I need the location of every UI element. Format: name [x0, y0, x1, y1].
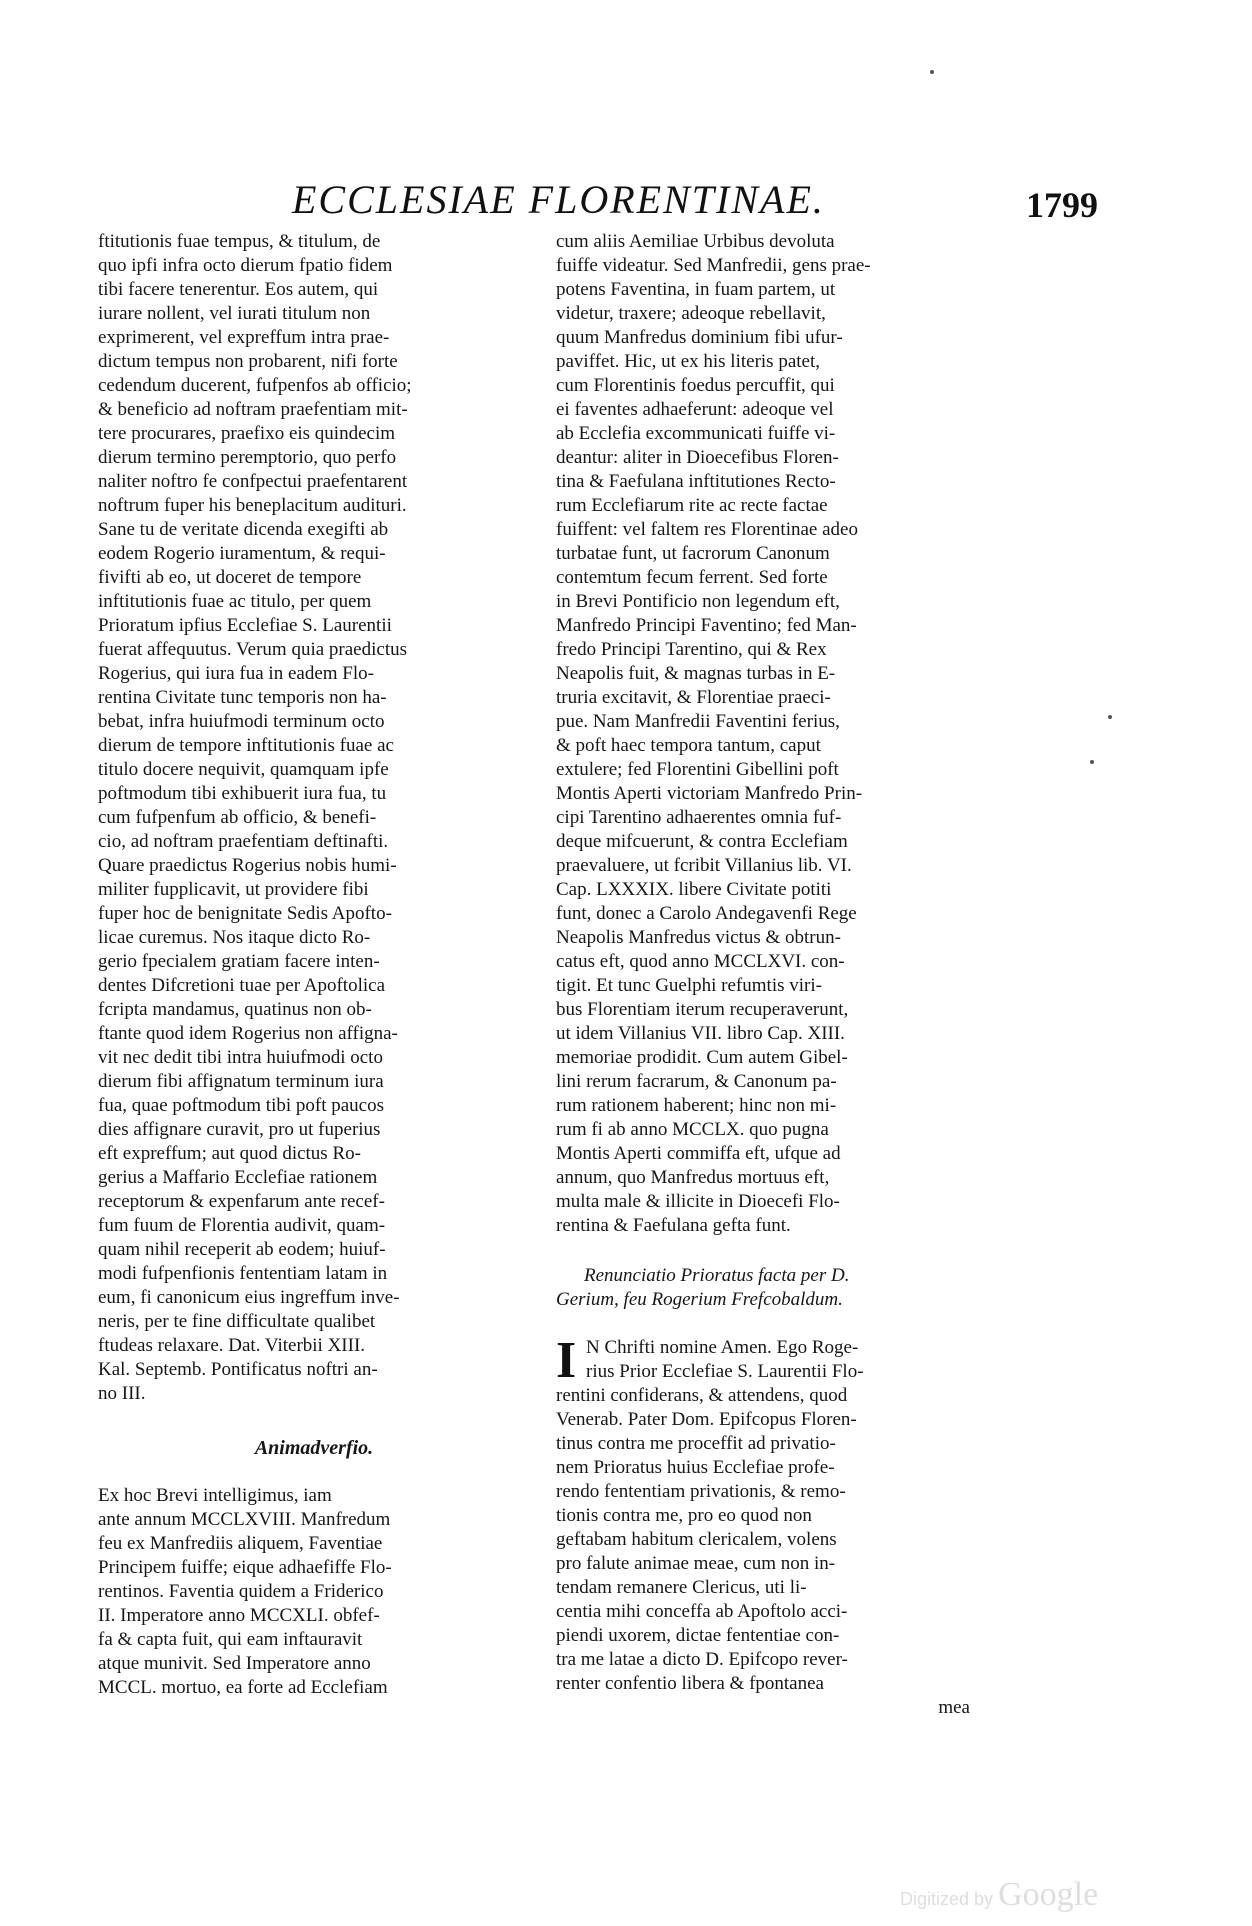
text-line: titulo docere nequivit, quamquam ipfe — [98, 759, 389, 780]
text-line: eft expreffum; aut quod dictus Ro- — [98, 1143, 361, 1164]
text-line: tendam remanere Clericus, uti li- — [556, 1577, 807, 1598]
text-line: no III. — [98, 1383, 146, 1404]
text-line: dierum fibi affignatum terminum iura — [98, 1071, 384, 1092]
text-line: Kal. Septemb. Pontificatus noftri an- — [98, 1359, 378, 1380]
text-line: feu ex Manfrediis aliquem, Faventiae — [98, 1533, 383, 1554]
watermark-prefix: Digitized by — [900, 1889, 994, 1909]
text-line: centia mihi conceffa ab Apoftolo acci- — [556, 1601, 848, 1622]
text-line: catus eft, quod anno MCCLXVI. con- — [556, 951, 845, 972]
text-line: rum rationem haberent; hinc non mi- — [556, 1095, 837, 1116]
text-line: ei faventes adhaeferunt: adeoque vel — [556, 399, 834, 420]
text-line: annum, quo Manfredus mortuus eft, — [556, 1167, 830, 1188]
text-line: videtur, traxere; adeoque rebellavit, — [556, 303, 826, 324]
text-line: tina & Faefulana inftitutiones Recto- — [556, 471, 836, 492]
text-line: cum fufpenfum ab officio, & benefi- — [98, 807, 377, 828]
text-line: tinus contra me proceffit ad privatio- — [556, 1433, 836, 1454]
text-line: II. Imperatore anno MCCXLI. obfef- — [98, 1605, 380, 1626]
text-line: rentinos. Faventia quidem a Friderico — [98, 1581, 384, 1602]
text-line: Neapolis fuit, & magnas turbas in E- — [556, 663, 836, 684]
text-line: Manfredo Principi Faventino; fed Man- — [556, 615, 857, 636]
text-line: dies affignare curavit, pro ut fuperius — [98, 1119, 381, 1140]
text-line: pro falute animae meae, cum non in- — [556, 1553, 836, 1574]
text-line: modi fufpenfionis fententiam latam in — [98, 1263, 388, 1284]
text-line: quam nihil receperit ab eodem; huiuf- — [98, 1239, 386, 1260]
text-line: fuerat affequutus. Verum quia praedictus — [98, 639, 408, 660]
document-text — [556, 1332, 988, 1696]
text-line: militer fupplicavit, ut providere fibi — [98, 879, 369, 900]
watermark-brand-logo: Google — [998, 1876, 1099, 1913]
text-line: dictum tempus non probarent, nifi forte — [98, 351, 398, 372]
text-line: fuper hoc de benignitate Sedis Apofto- — [98, 903, 392, 924]
text-line: Prioratum ipfius Ecclefiae S. Laurentii — [98, 615, 392, 636]
text-line: tionis contra me, pro eo quod non — [556, 1505, 812, 1526]
left-commentary-text — [98, 1484, 530, 1700]
text-line: cio, ad noftram praefentiam deftinafti. — [98, 831, 389, 852]
page-number: 1799 — [1026, 185, 1098, 225]
document-title-line: Renunciatio Prioratus facta per D. — [584, 1265, 850, 1286]
text-line: renter confentio libera & fpontanea — [556, 1673, 824, 1694]
text-line: gerius a Maffario Ecclefiae rationem — [98, 1167, 378, 1188]
text-line: fivifti ab eo, ut doceret de tempore — [98, 567, 362, 588]
text-line: tibi facere tenerentur. Eos autem, qui — [98, 279, 379, 300]
catchword: mea — [938, 1697, 970, 1718]
text-line: pue. Nam Manfredii Faventini ferius, — [556, 711, 840, 732]
text-line: MCCL. mortuo, ea forte ad Ecclefiam — [98, 1677, 388, 1698]
text-line: eodem Rogerio iuramentum, & requi- — [98, 543, 386, 564]
text-line: bus Florentiam iterum recuperaverunt, — [556, 999, 849, 1020]
page-speck — [930, 70, 934, 74]
running-head: ECCLESIAE FLORENTINAE. — [292, 177, 825, 222]
text-line: noftrum fuper his beneplacitum audituri. — [98, 495, 407, 516]
text-line: atque munivit. Sed Imperatore anno — [98, 1653, 371, 1674]
text-line: in Brevi Pontificio non legendum eft, — [556, 591, 840, 612]
text-line: poftmodum tibi exhibuerit iura fua, tu — [98, 783, 387, 804]
text-line: lini rerum facrarum, & Canonum pa- — [556, 1071, 837, 1092]
text-line: ftudeas relaxare. Dat. Viterbii XIII. — [98, 1335, 366, 1356]
text-line: Montis Aperti victoriam Manfredo Prin- — [556, 783, 863, 804]
text-line: tigit. Et tunc Guelphi refumtis viri- — [556, 975, 822, 996]
text-line: Cap. LXXXIX. libere Civitate potiti — [556, 879, 832, 900]
text-line: dierum de tempore inftitutionis fuae ac — [98, 735, 394, 756]
text-line: inftitutionis fuae ac titulo, per quem — [98, 591, 372, 612]
document-text-block — [556, 1332, 988, 1696]
text-line: & poft haec tempora tantum, caput — [556, 735, 821, 756]
text-line: memoriae prodidit. Cum autem Gibel- — [556, 1047, 848, 1068]
text-line: ftante quod idem Rogerius non affigna- — [98, 1023, 398, 1044]
text-line: & beneficio ad noftram praefentiam mit- — [98, 399, 408, 420]
page-speck — [1108, 715, 1112, 719]
text-line: fum fuum de Florentia audivit, quam- — [98, 1215, 386, 1236]
text-line: deque mifcuerunt, & contra Ecclefiam — [556, 831, 848, 852]
text-line: rendo fententiam privationis, & remo- — [556, 1481, 846, 1502]
text-line: fuiffe videatur. Sed Manfredii, gens prae- — [556, 255, 871, 276]
text-line: quum Manfredus dominium fibi ufur- — [556, 327, 843, 348]
text-line: rentini confiderans, & attendens, quod — [556, 1385, 848, 1406]
text-line: vit nec dedit tibi intra huiufmodi octo — [98, 1047, 383, 1068]
right-body-text — [556, 230, 988, 1238]
text-line: cum Florentinis foedus percuffit, qui — [556, 375, 835, 396]
text-line: licae curemus. Nos itaque dicto Ro- — [98, 927, 371, 948]
text-line: rius Prior Ecclefiae S. Laurentii Flo- — [586, 1361, 864, 1382]
right-column — [556, 230, 988, 1720]
text-line: Principem fuiffe; eique adhaefiffe Flo- — [98, 1557, 392, 1578]
text-line: cum aliis Aemiliae Urbibus devoluta — [556, 231, 835, 252]
text-line: naliter noftro fe confpectui praefentarent — [98, 471, 408, 492]
text-line: Ex hoc Brevi intelligimus, iam — [98, 1485, 332, 1506]
text-line: extulere; fed Florentini Gibellini poft — [556, 759, 839, 780]
text-line: iurare nollent, vel iurati titulum non — [98, 303, 371, 324]
text-line: Rogerius, qui iura fua in eadem Flo- — [98, 663, 374, 684]
text-line: Sane tu de veritate dicenda exegifti ab — [98, 519, 389, 540]
left-column — [98, 230, 530, 1700]
text-line: fuiffent: vel faltem res Florentinae adeo — [556, 519, 858, 540]
text-line: praevaluere, ut fcribit Villanius lib. VI. — [556, 855, 852, 876]
text-line: eum, fi canonicum eius ingreffum inve- — [98, 1287, 400, 1308]
text-line: Neapolis Manfredus victus & obtrun- — [556, 927, 841, 948]
text-line: quo ipfi infra octo dierum fpatio fidem — [98, 255, 393, 276]
document-title — [556, 1264, 988, 1312]
text-line: Montis Aperti commiffa eft, ufque ad — [556, 1143, 841, 1164]
digitization-watermark — [900, 1876, 1098, 1914]
text-line: funt, donec a Carolo Andegavenfi Rege — [556, 903, 857, 924]
text-line: fa & capta fuit, qui eam inftauravit — [98, 1629, 363, 1650]
text-line: ab Ecclefia excommunicati fuiffe vi- — [556, 423, 836, 444]
text-line: rum Ecclefiarum rite ac recte factae — [556, 495, 828, 516]
text-line: tra me latae a dicto D. Epifcopo rever- — [556, 1649, 848, 1670]
text-line: geftabam habitum clericalem, volens — [556, 1529, 837, 1550]
text-line: Venerab. Pater Dom. Epifcopus Floren- — [556, 1409, 857, 1430]
text-line: exprimerent, vel expreffum intra prae- — [98, 327, 390, 348]
text-line: paviffet. Hic, ut ex his literis patet, — [556, 351, 820, 372]
text-line: gerio fpecialem gratiam facere inten- — [98, 951, 380, 972]
text-line: tere procurares, praefixo eis quindecim — [98, 423, 396, 444]
text-line: ftitutionis fuae tempus, & titulum, de — [98, 231, 381, 252]
text-line: dierum termino peremptorio, quo perfo — [98, 447, 397, 468]
text-line: nem Prioratus huius Ecclefiae profe- — [556, 1457, 835, 1478]
text-line: piendi uxorem, dictae fententiae con- — [556, 1625, 840, 1646]
text-line: ut idem Villanius VII. libro Cap. XIII. — [556, 1023, 845, 1044]
text-line: fredo Principi Tarentino, qui & Rex — [556, 639, 827, 660]
section-heading-animadversio: Animadverfio. — [254, 1437, 374, 1459]
text-line: rum fi ab anno MCCLX. quo pugna — [556, 1119, 829, 1140]
text-line: contemtum fecum ferrent. Sed forte — [556, 567, 828, 588]
text-line: fcripta mandamus, quatinus non ob- — [98, 999, 372, 1020]
text-line: multa male & illicite in Dioecefi Flo- — [556, 1191, 840, 1212]
text-line: cedendum ducerent, fufpenfos ab officio; — [98, 375, 412, 396]
text-line: potens Faventina, in fuam partem, ut — [556, 279, 836, 300]
text-line: deantur: aliter in Dioecefibus Floren- — [556, 447, 839, 468]
text-line: turbatae funt, ut facrorum Canonum — [556, 543, 830, 564]
left-body-text — [98, 230, 530, 1406]
text-line: Quare praedictus Rogerius nobis humi- — [98, 855, 397, 876]
document-title-line: Gerium, feu Rogerium Frefcobaldum. — [556, 1289, 843, 1310]
text-line: cipi Tarentino adhaerentes omnia fuf- — [556, 807, 842, 828]
text-line: ante annum MCCLXVIII. Manfredum — [98, 1509, 391, 1530]
text-line: dentes Difcretioni tuae per Apoftolica — [98, 975, 386, 996]
page-speck — [1090, 760, 1094, 764]
drop-cap: I — [556, 1332, 577, 1389]
text-line: bebat, infra huiufmodi terminum octo — [98, 711, 385, 732]
text-line: fua, quae poftmodum tibi poft paucos — [98, 1095, 384, 1116]
text-line: neris, per te fine difficultate qualibet — [98, 1311, 376, 1332]
text-line: receptorum & expenfarum ante recef- — [98, 1191, 385, 1212]
text-line: rentina & Faefulana gefta funt. — [556, 1215, 791, 1236]
text-line: rentina Civitate tunc temporis non ha- — [98, 687, 387, 708]
text-line: N Chrifti nomine Amen. Ego Roge- — [586, 1337, 859, 1358]
text-line: truria excitavit, & Florentiae praeci- — [556, 687, 831, 708]
